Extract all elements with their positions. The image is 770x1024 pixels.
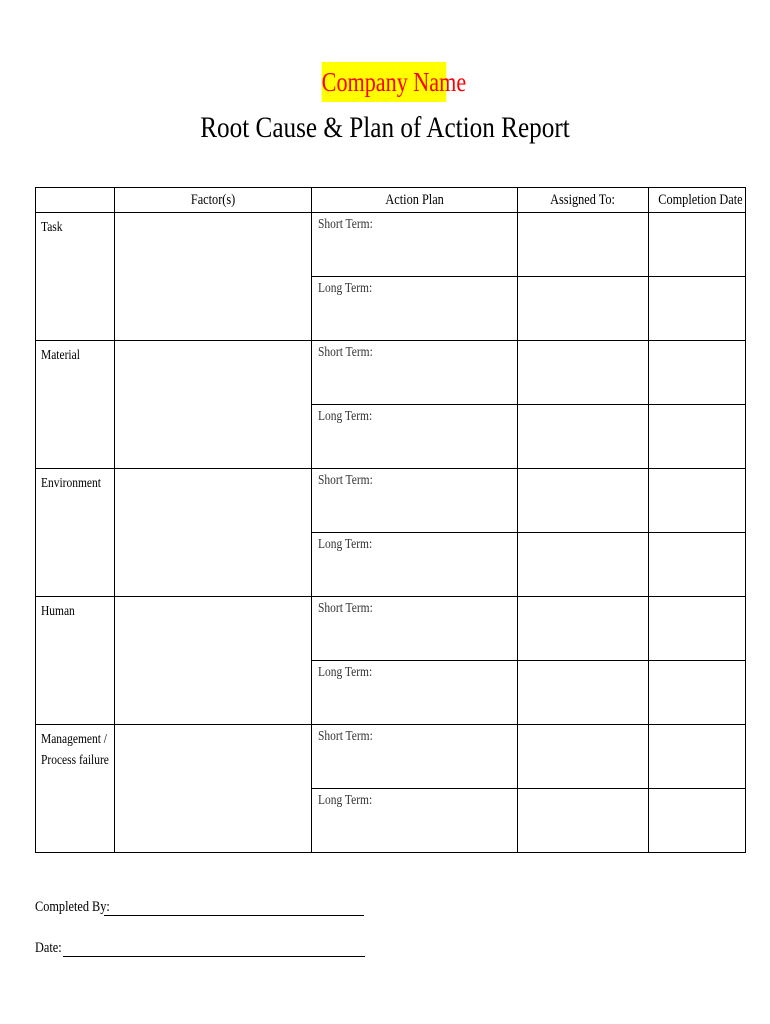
root-cause-table: [35, 187, 746, 853]
company-name: Company Name: [322, 62, 447, 102]
short-term-cell[interactable]: Short Term:: [312, 213, 518, 277]
table-header-row: [36, 188, 746, 213]
action-plan-column-header: Action Plan: [312, 188, 518, 213]
short-term-cell[interactable]: Short Term:: [312, 597, 518, 661]
table-row: [36, 341, 746, 405]
factors-cell[interactable]: [115, 341, 312, 469]
short-term-cell[interactable]: Short Term:: [312, 725, 518, 789]
completion-date-cell[interactable]: [649, 597, 746, 661]
assigned-to-cell[interactable]: [518, 533, 649, 597]
table-row: [36, 597, 746, 661]
completion-date-cell[interactable]: [649, 661, 746, 725]
assigned-to-cell[interactable]: [518, 597, 649, 661]
category-management-process-failure: Management / Process failure: [36, 725, 115, 853]
category-material: Material: [36, 341, 115, 469]
completion-date-cell[interactable]: [649, 469, 746, 533]
report-title-text: Root Cause & Plan of Action Report: [200, 111, 570, 144]
completion-date-cell[interactable]: [649, 405, 746, 469]
category-human: Human: [36, 597, 115, 725]
table-row: [36, 725, 746, 789]
long-term-cell[interactable]: Long Term:: [312, 405, 518, 469]
assigned-to-cell[interactable]: [518, 213, 649, 277]
table-row: [36, 469, 746, 533]
assigned-to-cell[interactable]: [518, 277, 649, 341]
assigned-to-cell[interactable]: [518, 661, 649, 725]
assigned-to-cell[interactable]: [518, 469, 649, 533]
completion-date-cell[interactable]: [649, 789, 746, 853]
long-term-cell[interactable]: Long Term:: [312, 789, 518, 853]
assigned-to-cell[interactable]: [518, 789, 649, 853]
completion-date-cell[interactable]: [649, 533, 746, 597]
long-term-cell[interactable]: Long Term:: [312, 277, 518, 341]
category-column-header: [36, 188, 115, 213]
long-term-cell[interactable]: Long Term:: [312, 533, 518, 597]
short-term-cell[interactable]: Short Term:: [312, 341, 518, 405]
factors-column-header: Factor(s): [115, 188, 312, 213]
factors-cell[interactable]: [115, 469, 312, 597]
assigned-to-cell[interactable]: [518, 341, 649, 405]
completed-by-row: [35, 899, 126, 916]
category-task: Task: [36, 213, 115, 341]
date-row: [35, 940, 67, 957]
long-term-cell[interactable]: Long Term:: [312, 661, 518, 725]
completion-date-cell[interactable]: [649, 277, 746, 341]
assigned-to-column-header: Assigned To:: [518, 188, 649, 213]
completion-date-cell[interactable]: [649, 213, 746, 277]
factors-cell[interactable]: [115, 725, 312, 853]
completion-date-cell[interactable]: [649, 725, 746, 789]
completion-date-column-header: Completion Date: [649, 188, 746, 213]
factors-cell[interactable]: [115, 597, 312, 725]
factors-cell[interactable]: [115, 213, 312, 341]
table-row: [36, 213, 746, 277]
completion-date-cell[interactable]: [649, 341, 746, 405]
completed-by-label: Completed By:: [35, 899, 110, 915]
category-environment: Environment: [36, 469, 115, 597]
short-term-cell[interactable]: Short Term:: [312, 469, 518, 533]
date-field[interactable]: [63, 956, 365, 957]
assigned-to-cell[interactable]: [518, 725, 649, 789]
date-label: Date:: [35, 940, 62, 956]
assigned-to-cell[interactable]: [518, 405, 649, 469]
completed-by-field[interactable]: [104, 915, 364, 916]
report-title: [0, 108, 770, 148]
